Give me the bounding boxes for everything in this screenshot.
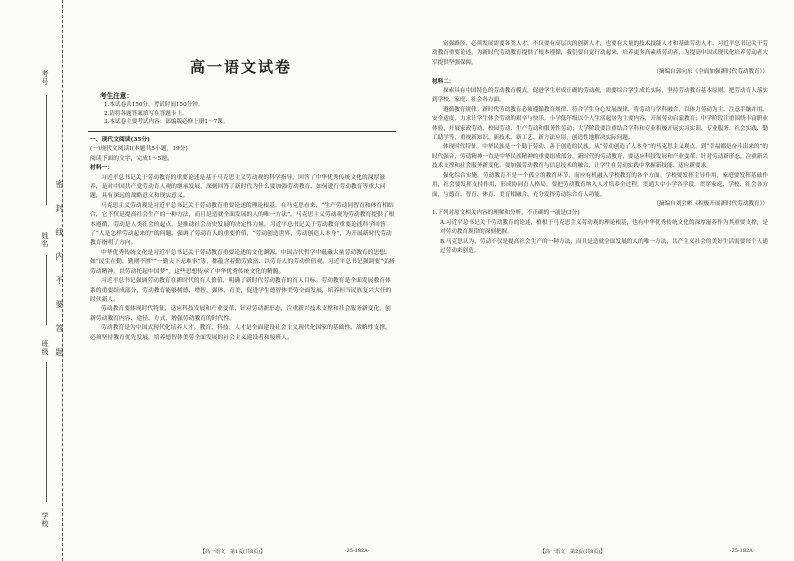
- notice-item: 2.请将各题答案填写在答题卡上。: [104, 110, 188, 117]
- material2-para: 探索具有中国特色的劳动教育模式，促进学生形成正确的劳动观，需要综合学生成长实际，坚持劳动教育基本原则，把劳动育人落实到学校、家庭、社会各方面。: [432, 88, 768, 104]
- notice-item: 3.本试卷主要考试内容：部编版必修上册1～7课。: [104, 119, 229, 126]
- material2-para: 遵循教育规律。新时代劳动教育必须遵循教育规律、符合学生身心发展规律，将劳动与学科融合，以体力劳动为主、注意手脑并用、安全适度，力求让学生体会劳动的艰辛与快乐。小学低年级以个人生活起居为主要内容，开展劳动启蒙教育；中学阶段注重围绕丰富职业体验，开展家政劳动、校园劳动、生产劳动和服务性劳动；大学阶段要注重结合学科和专业积极开展实习实训、专业服务、社会实践、勤工助学等，重视新知识、新技术、新工艺、新方法应用，创造性地解决实际问题。: [432, 106, 768, 142]
- exam-title: 高一语文试卷: [190, 58, 293, 76]
- footer-right: 【高一语文 第2页(共8页)】: [540, 549, 606, 555]
- footer-left: 【高一语文 第1页(共8页)】: [200, 549, 266, 555]
- material1-para: 习近平总书记关于劳动教育的重要论述是基于马克思主义劳动观的科学指导，回答了中华优秀传统文化的深厚滋养，是对中国共产党劳动育人观的继承发展，深刻回答了新时代为什么要加强劳动教育、如何进行劳动教育等重大问题，具有深远的战略意义和现实意义。: [90, 174, 386, 200]
- material2-para: 体现时代特征。中华民族是一个勤于劳动、善于创造的民族。从“劳动创造了人本身”的马克思主义观点，到“幸福都是奋斗出来的”的时代强音，劳动精神一直是中华民族精神的重要组成部分。新时代的劳动教育，要适应科技发展和产业变革，针对劳动新形态，注重新兴技术支撑和社会服务新变化，要加强劳动教育与信息技术的融合，让学生在劳动实践中掌握新技能、适应新要求。: [432, 144, 768, 170]
- xingming-field: [46, 255, 47, 325]
- option-a: A.习近平总书记关于劳动教育的论述，植根于马克思主义劳动观的理论根基，也有中华优秀传统文化的深厚滋养作为其重要支撑，是对劳动教育规律的深刻把握。: [440, 219, 768, 236]
- material1-para: 习近平总书记强调劳动教育在新时代的育人价值，明确了新时代劳动教育的育人目标。劳动教育是全面发展教育体系的重要组成部分，劳动教育能够树德、增智、强体、育美，促进学生德智体美劳全面发展，培养担当民族复兴大任的时代新人。: [90, 278, 392, 303]
- footer-right-code: ·25-182A·: [730, 548, 755, 554]
- section1-instr: 阅读下面的文字，完成1～5题。: [90, 155, 173, 162]
- material1-para: 劳动教育要体现时代特征，适应科技发展和产业变革，针对劳动新形态，注重新兴技术支撑和社会服务新变化，创新劳动教育内容、途径、方式，增强劳动教育的时代性。: [90, 306, 391, 322]
- material2-label: 材料二：: [432, 78, 455, 85]
- notice-list: [104, 101, 228, 127]
- material1-para: 劳动教育是为中国式现代化培养人才。教育、科技、人才是全面建设社会主义现代化国家的基础性、战略性支撑，必须坚持教育优先发展，培养德智体美劳全面发展的社会主义建设者和接班人。: [90, 325, 391, 341]
- material1-para: 马克思主义劳动观是习近平总书记关于劳动教育重要论述的理论根基。在马克思看来，“生产劳动同智育和体育相结合，它不仅是提高社会生产的一种方法，而且是造就全面发展的人的唯一方法”。马克思主义劳动观为劳动教育提供了根本遵循，劳动是人类社会的起点，是推动社会历史发展的决定性力量。习近平总书记关于劳动教育重要论述科学回答了“人是怎样劳动起来的”的问题，强调了劳动育人的重要价值，“劳动创造世界，劳动创造人本身”，为开展新时代劳动教育指明了方向。: [90, 202, 395, 247]
- question-1: 1.下列对原文相关内容的理解和分析，不正确的一项是(3分): [432, 210, 580, 217]
- notice-title: 考生注意：: [100, 92, 133, 100]
- right-column: [432, 40, 768, 256]
- notice-divider: [88, 131, 396, 132]
- xingming-label: 姓名: [41, 232, 49, 248]
- section1-sub: (一)现代文阅读Ⅰ(本题共5小题，19分): [90, 146, 188, 153]
- source1: （摘编自郭向东《全面加强新时代劳动教育》）: [653, 69, 768, 76]
- source2: （摘编自刘会彬《积极开展新时代劳动教育》）: [653, 200, 768, 207]
- option-b: B.马克思认为，劳动不仅是提高社会生产的一种方法，而且是造就全面发展的人的唯一方法，共产主义社会的美好生活需要每个人通过劳动来创造。: [440, 238, 768, 254]
- material1-label: 材料一：: [90, 165, 114, 172]
- kaohao-label: 考号: [41, 70, 49, 86]
- kaohao-field: [46, 95, 47, 205]
- section1: [90, 136, 396, 343]
- material2-para: 强化综合实施。劳动教育不是一个孤立的教育环节，而应有机融入学校教育的各个方面。学校要发挥主导作用，家庭要发挥基础作用，社会要发挥支持作用，形成协同育人格局。要把劳动教育纳入人才培养全过程，贯通大中小学各学段，贯穿家庭、学校、社会各方面，与德育、智育、体育、美育相融合，充分发挥劳动综合育人功能。: [432, 172, 768, 198]
- banji-field: [46, 362, 47, 502]
- footer-left-code: ·25-182A·: [345, 548, 370, 554]
- notice-item: 1.本试卷共150分，考试时间150分钟。: [104, 102, 204, 108]
- intro-para: 富强路径，必须发展需要各类人才，不仅要有高层次的创新人才，也要有大量的技术技能人才和基础劳动人才。习近平总书记关于劳动教育重要论述，为新时代劳动教育提供了根本遵循，我们要自觉行动起来，培养更多高素质劳动者，为提高中国式现代化培养劳动者大军提供坚强保障。: [432, 41, 768, 66]
- binding-margin: [0, 0, 63, 561]
- material1-para: 中华优秀传统文化是习近平总书记关于劳动教育重要论述的文化渊源。中国古代哲学中蕴藏大量劳动教育的思想，如“民生在勤，勤则不匮”“一勤天下无难事”等，都蕴含着勤劳致富、以劳育人的劳动价值观。习近平总书记强调要“弘扬劳动精神，以劳动托起中国梦”，这些思想传承了中华优秀传统文化的精髓。: [90, 249, 395, 275]
- xuexiao-label: 学校: [41, 512, 49, 528]
- banji-label: 班级: [41, 340, 49, 356]
- section1-heading: 一、现代文阅读(35分): [90, 137, 150, 143]
- seal-line-text: 密封线内不要答题: [55, 180, 64, 372]
